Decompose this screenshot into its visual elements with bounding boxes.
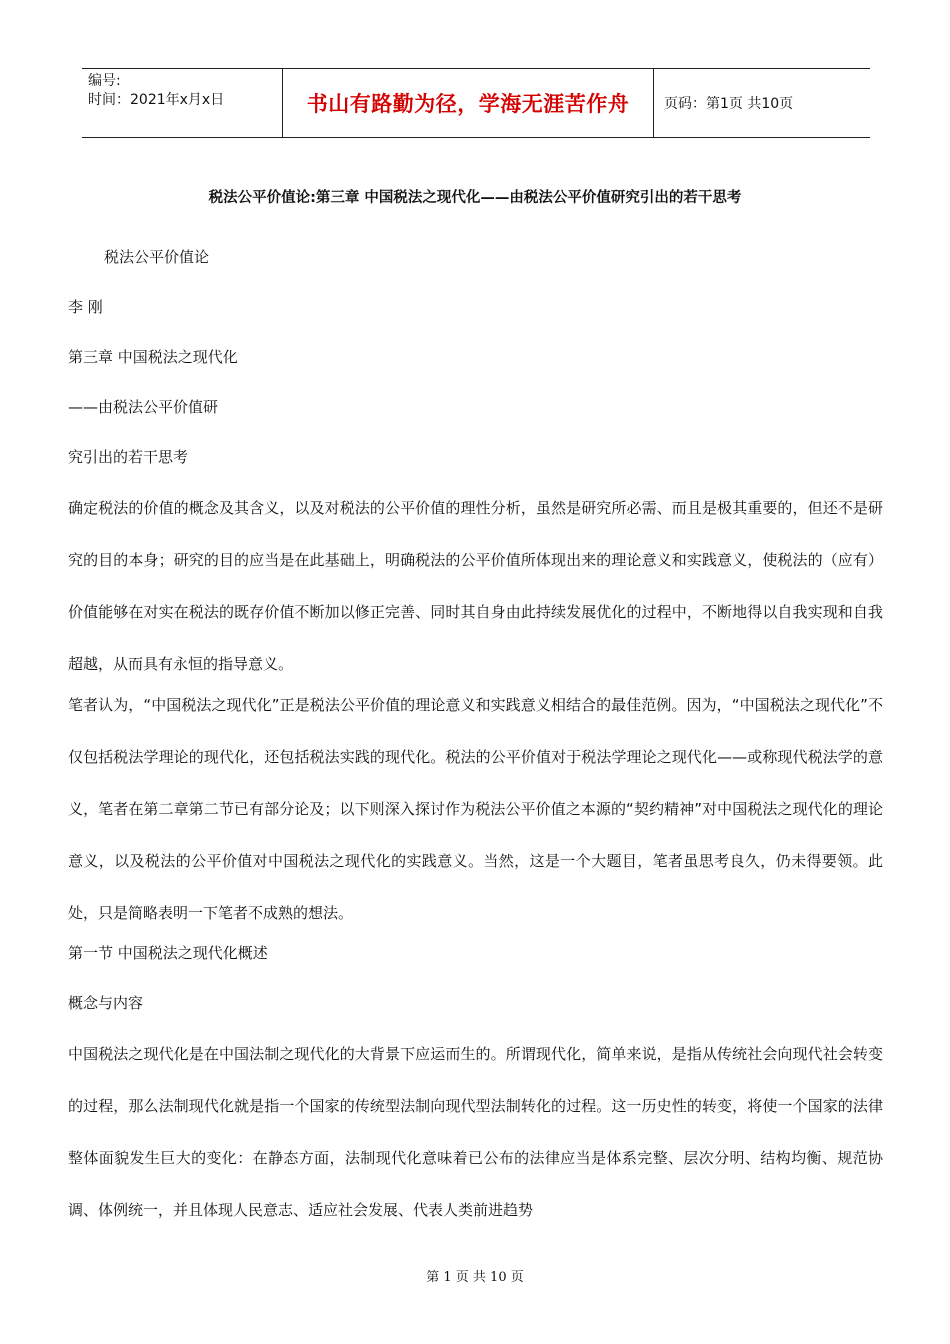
document-title: 税法公平价值论:第三章 中国税法之现代化——由税法公平价值研究引出的若干思考 xyxy=(208,190,742,206)
document-number: 编号: xyxy=(88,73,121,89)
page-footer: 第 1 页 共 10 页 xyxy=(426,1270,524,1285)
body-paragraph-2: 笔者认为，“中国税法之现代化”正是税法公平价值的理论意义和实践意义相结合的最佳范例。因为，“中国税法之现代化”不仅包括税法学理论的现代化，还包括税法实践的现代化。税法的公平价值对于税法学理论之现代化——或称现代税法学的意义，笔者在第二章第二节已有部分论及；以下则深入探讨作为税法公平价值之本源的“契约精神”对中国税法之现代化的理论意义，以及税法的公平价值对中国税法之现代化的实践意义。当然，这是一个大题目，笔者虽思考良久，仍未得要领。此处，只是简略表明一下笔者不成熟的想法。 xyxy=(68,696,883,922)
page-header xyxy=(82,68,870,138)
body-paragraph-1: 确定税法的价值的概念及其含义，以及对税法的公平价值的理性分析，虽然是研究所必需、而且是极其重要的，但还不是研究的目的本身；研究的目的应当是在此基础上，明确税法的公平价值所体现出来的理论意义和实践意义，使税法的（应有）价值能够在对实在税法的既存价值不断加以修正完善、同时其自身由此持续发展优化的过程中，不断地得以自我实现和自我超越，从而具有永恒的指导意义。 xyxy=(68,499,883,673)
header-meta xyxy=(82,69,282,137)
document-date: 时间：2021年x月x日 xyxy=(88,92,225,108)
subsection-heading: 概念与内容 xyxy=(68,994,144,1012)
body-paragraph-3: 中国税法之现代化是在中国法制之现代化的大背景下应运而生的。所谓现代化，简单来说，是指从传统社会向现代社会转变的过程，那么法制现代化就是指一个国家的传统型法制向现代型法制转化的过程。这一历史性的转变，将使一个国家的法律整体面貌发生巨大的变化：在静态方面，法制现代化意味着已公布的法律应当是体系完整、层次分明、结构均衡、规范协调、体例统一，并且体现人民意志、适应社会发展、代表人类前进趋势 xyxy=(68,1045,883,1219)
author-name: 李 刚 xyxy=(68,298,103,316)
chapter-heading: 第三章 中国税法之现代化 xyxy=(68,348,238,366)
book-title: 税法公平价值论 xyxy=(104,248,210,266)
header-motto: 书山有路勤为径，学海无涯苦作舟 xyxy=(282,69,654,137)
chapter-subtitle-line-1: ——由税法公平价值研 xyxy=(68,398,219,416)
header-page-info: 页码：第1页 共10页 xyxy=(664,96,794,112)
chapter-subtitle-line-2: 究引出的若干思考 xyxy=(68,448,189,466)
section-heading: 第一节 中国税法之现代化概述 xyxy=(68,944,268,962)
